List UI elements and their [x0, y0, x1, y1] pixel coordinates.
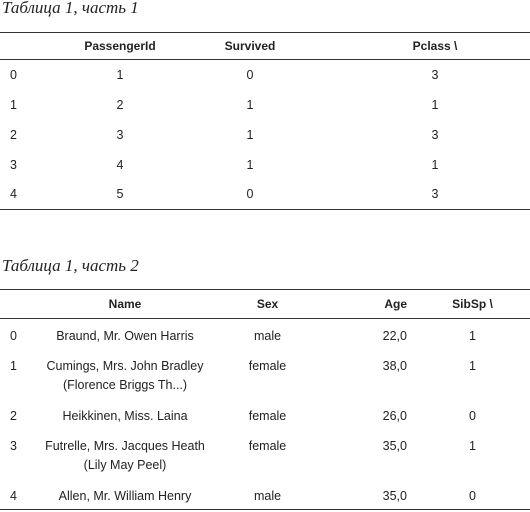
sex-cell: male: [253, 488, 282, 503]
table-row: [0, 319, 530, 349]
sex-cell: female: [248, 358, 287, 373]
pclass-cell: 1: [431, 97, 439, 112]
name-cell: Heikkinen, Miss. Laina: [62, 408, 188, 423]
passengerid-cell: 5: [116, 187, 124, 202]
sex-cell: female: [248, 408, 287, 423]
table-row: [0, 399, 530, 429]
passengerid-cell: 2: [116, 97, 124, 112]
survived-cell: 1: [246, 97, 254, 112]
age-cell: 35,0: [382, 438, 407, 453]
passengerid-cell: 3: [116, 127, 124, 142]
survived-column-header: Survived: [224, 39, 276, 53]
table-row: [0, 479, 530, 510]
table-header-row: [0, 290, 530, 319]
survived-cell: 1: [246, 157, 254, 172]
row-index: 0: [10, 329, 17, 343]
sex-cell: male: [253, 329, 282, 343]
sibsp-cell: 1: [469, 329, 476, 343]
name-cell: Cumings, Mrs. John Bradley (Florence Briggs Th...): [46, 358, 204, 392]
row-index: 1: [10, 97, 17, 112]
survived-cell: 0: [246, 187, 254, 202]
sibsp-cell: 0: [469, 408, 476, 423]
survived-cell: 1: [246, 127, 254, 142]
age-cell: 22,0: [382, 329, 407, 343]
pclass-column-header: Pclass \: [412, 39, 458, 53]
sex-cell: female: [248, 438, 287, 453]
age-column-header: Age: [384, 297, 407, 311]
table-1-part-1-caption: Таблица 1, часть 1: [2, 0, 139, 17]
table-row: [0, 90, 530, 120]
table-row: [0, 120, 530, 150]
name-cell: Allen, Mr. William Henry: [58, 488, 192, 503]
row-index: 2: [10, 408, 17, 423]
sibsp-cell: 0: [469, 488, 476, 503]
age-cell: 38,0: [382, 358, 407, 373]
table-row: [0, 60, 530, 90]
sex-column-header: Sex: [256, 297, 279, 311]
sibsp-cell: 1: [469, 358, 476, 373]
passengerid-column-header: PassengerId: [84, 39, 156, 53]
row-index: 1: [10, 358, 17, 373]
pclass-cell: 3: [431, 67, 439, 82]
table-1-part-2: [0, 289, 530, 510]
row-index: 4: [10, 488, 17, 503]
table-1-part-2-caption: Таблица 1, часть 2: [2, 256, 139, 275]
survived-cell: 0: [246, 67, 254, 82]
passengerid-cell: 4: [116, 157, 124, 172]
index-column-header: [0, 290, 40, 319]
row-index: 0: [10, 67, 17, 82]
row-index: 4: [10, 187, 17, 202]
sibsp-column-header: SibSp \: [452, 297, 493, 311]
table-row: [0, 180, 530, 210]
index-column-header: [0, 33, 80, 60]
table-1-part-1: [0, 32, 530, 210]
age-cell: 26,0: [382, 408, 407, 423]
name-cell: Futrelle, Mrs. Jacques Heath (Lily May Peel): [45, 438, 205, 472]
pclass-cell: 3: [431, 187, 439, 202]
row-index: 2: [10, 127, 17, 142]
row-index: 3: [10, 438, 17, 453]
sibsp-cell: 1: [469, 438, 476, 453]
passengerid-cell: 1: [116, 67, 124, 82]
table-row: [0, 150, 530, 180]
pclass-cell: 3: [431, 127, 439, 142]
pclass-cell: 1: [431, 157, 439, 172]
row-index: 3: [10, 157, 17, 172]
table-row: [0, 349, 530, 399]
age-cell: 35,0: [382, 488, 407, 503]
table-row: [0, 429, 530, 479]
name-cell: Braund, Mr. Owen Harris: [56, 329, 194, 343]
table-header-row: [0, 33, 530, 60]
name-column-header: Name: [108, 297, 142, 311]
